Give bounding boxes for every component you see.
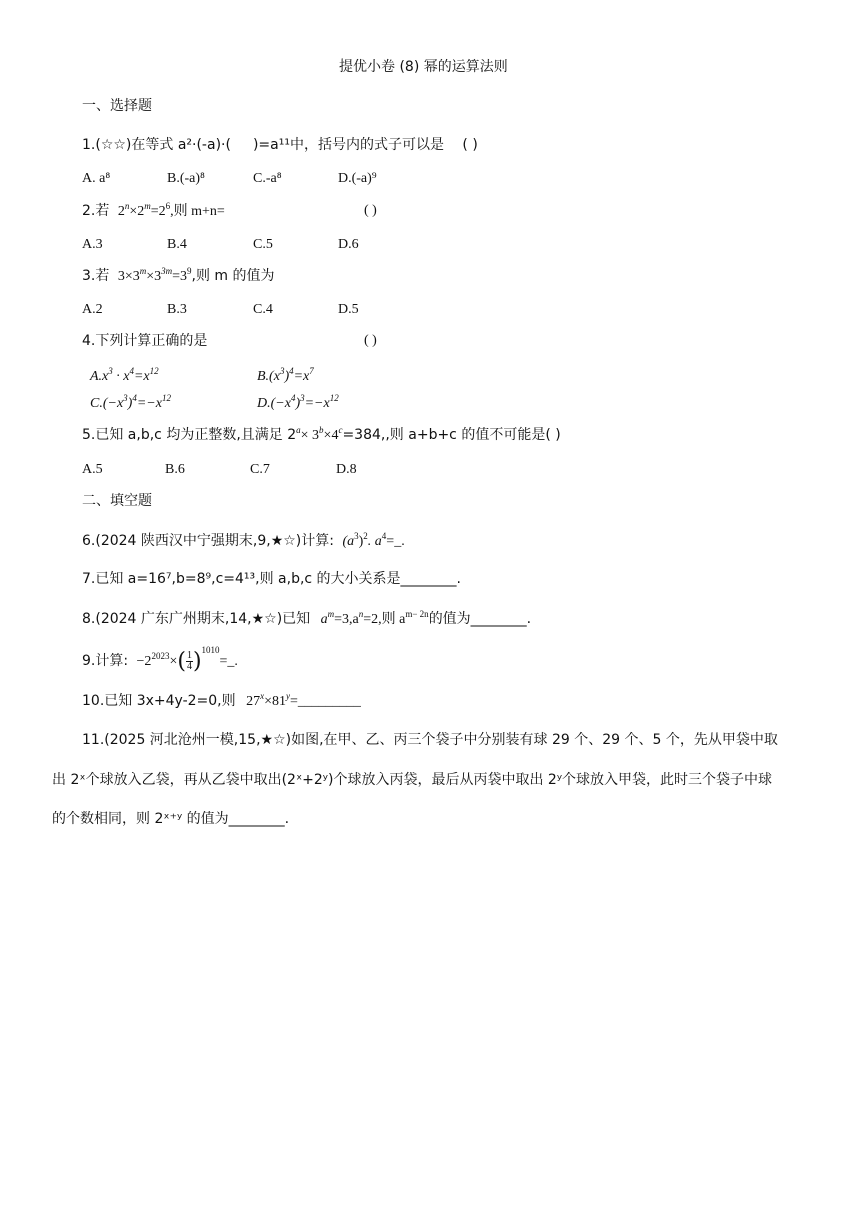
question-2-tail: ,则 m+n= (170, 204, 225, 219)
q3-option-a: A.2 (82, 302, 103, 317)
question-8 (82, 610, 531, 629)
question-10-lead: 10.已知 3x+4y-2=0,则 (82, 693, 236, 709)
q2-option-b: B.4 (167, 237, 187, 252)
question-7: 7.已知 a=16⁷,b=8⁹,c=4¹³,则 a,b,c 的大小关系是________. (82, 571, 462, 587)
page-title: 提优小卷 (8) 幂的运算法则 (339, 59, 508, 75)
question-5: 5.已知 a,b,c 均为正整数,且满足 $2^a\times 3^b\times 4^c=384$,,则 a+b+c 的值不可能是( ) (82, 425, 561, 443)
q2-option-a: A.3 (82, 237, 103, 252)
question-9-expr: $-2^{2023}\times$( $\frac{1}{4}$ )$^{1010}$=_. (136, 645, 238, 674)
q5-option-a: A.5 (82, 462, 103, 477)
question-2 (82, 202, 225, 221)
q1-option-d: D.(-a)⁹ (338, 171, 377, 186)
q3-option-c: C.4 (253, 302, 273, 317)
q2-option-c: C.5 (253, 237, 273, 252)
question-3 (82, 267, 275, 286)
q5-option-b: B.6 (165, 462, 185, 477)
answer-paren: ( ) (364, 203, 377, 218)
q4-option-b: $B.(x^3)^4=x^7$ (257, 366, 314, 384)
question-9-lead: 9.计算: (82, 653, 129, 669)
question-3-expr: $3\times 3^m\times 3^{3m}=3^9$ (117, 266, 192, 284)
question-4: 4.下列计算正确的是 (82, 333, 208, 349)
answer-paren: ( ) (462, 137, 478, 153)
question-8-expr: $a^m=3,a^n=2$,则 $a^{m- 2n}$ (320, 609, 429, 627)
question-10-expr: $27^x\times 81^y=\_\_\_\_\_\_\_\_\_$ (246, 691, 361, 709)
q1-option-b: B.(-a)⁸ (167, 171, 205, 186)
question-5-tail: =384,,则 a+b+c 的值不可能是( ) (342, 427, 561, 443)
q2-option-d: D.6 (338, 237, 359, 252)
question-2-expr: $2^n\times 2^m=2^6$ (117, 201, 171, 219)
q5-option-d: D.8 (336, 462, 357, 477)
q1-option-a: A. a⁸ (82, 171, 111, 186)
question-6 (82, 532, 405, 551)
q4-option-c: $C.(-x^3)^4=-x^{12}$ (90, 393, 171, 411)
fraction-one-quarter: $\frac{1}{4}$ (186, 650, 192, 673)
q4-option-d: $D.(-x^4)^3=-x^{12}$ (257, 393, 339, 411)
question-5-lead: 5.已知 a,b,c 均为正整数,且满足 2 (82, 427, 297, 443)
question-9 (82, 645, 238, 674)
question-6-lead: 6.(2024 陕西汉中宁强期末,9,★☆)计算: (82, 533, 334, 549)
question-1 (82, 136, 478, 154)
question-6-expr: $(a^3)^2$. $a^4=\_$. (342, 531, 405, 549)
question-1-prefix: 1.(☆☆)在等式 a²·(-a)·( (82, 137, 231, 153)
question-2-number: 2.若 (82, 203, 110, 219)
q4-option-a: $A.x^3 \cdot x^4=x^{12}$ (90, 366, 159, 384)
question-11-line-2: 出 2ˣ个球放入乙袋，再从乙袋中取出(2ˣ+2ʸ)个球放入丙袋，最后从丙袋中取出 2ʸ个球放入甲袋，此时三个袋子中球 (52, 772, 773, 788)
question-3-number: 3.若 (82, 268, 110, 284)
answer-paren: ( ) (364, 333, 377, 348)
question-11-line-1: 11.(2025 河北沧州一模,15,★☆)如图,在甲、乙、丙三个袋子中分别装有球 29 个、29 个、5 个，先从甲袋中取 (82, 732, 778, 748)
q5-option-c: C.7 (250, 462, 270, 477)
q1-option-c: C.-a⁸ (253, 171, 282, 186)
q3-option-b: B.3 (167, 302, 187, 317)
section-heading-choice: 一、选择题 (82, 98, 152, 114)
question-8-tail: 的值为________. (428, 611, 532, 627)
question-10 (82, 692, 361, 711)
section-heading-fill: 二、填空题 (82, 493, 152, 509)
q3-option-d: D.5 (338, 302, 359, 317)
question-8-lead: 8.(2024 广东广州期末,14,★☆)已知 (82, 611, 311, 627)
question-1-suffix: )=a¹¹中，括号内的式子可以是 (252, 137, 444, 153)
question-11-line-3: 的个数相同，则 2ˣ⁺ʸ 的值为________. (52, 811, 290, 827)
question-3-tail: ,则 m 的值为 (191, 268, 275, 284)
